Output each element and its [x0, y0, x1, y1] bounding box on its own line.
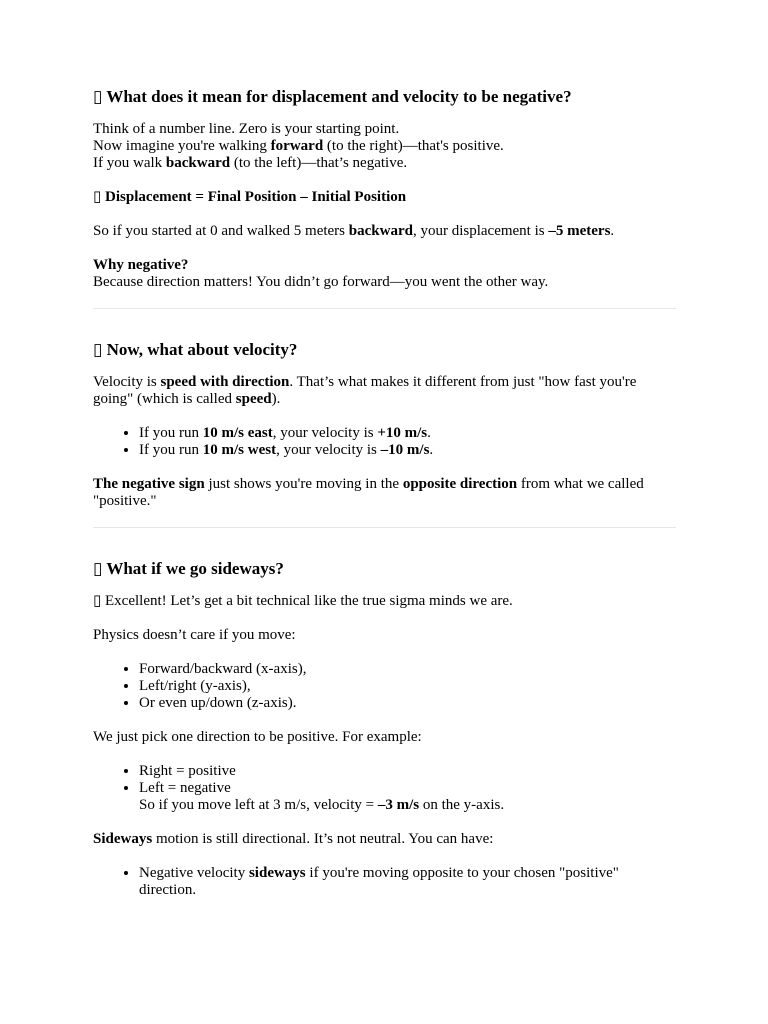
- displacement-example: So if you started at 0 and walked 5 meters backward, your displacement is –5 meters.: [93, 223, 615, 239]
- divider: [93, 308, 676, 309]
- list-item: • Left/right (y-axis),: [139, 678, 676, 695]
- sideways-list: [93, 865, 676, 899]
- sideways-paragraph: Sideways motion is still directional. It’s not neutral. You can have:: [93, 831, 494, 847]
- axes-list: [93, 661, 676, 712]
- velocity-examples-list: [93, 425, 676, 459]
- list-item: • Left = negative So if you move left at 3 m/s, velocity = –3 m/s on the y-axis.: [139, 780, 676, 814]
- list-item: • Forward/backward (x-axis),: [139, 661, 676, 678]
- negative-sign-paragraph: The negative sign just shows you're moving in the opposite direction from what we called "positive.": [93, 476, 644, 509]
- section-heading-sideways: ▯ What if we go sideways?: [93, 559, 284, 578]
- displacement-formula: ▯ Displacement = Final Position – Initial Position: [93, 189, 407, 205]
- section-heading-velocity: ▯ Now, what about velocity?: [93, 340, 298, 359]
- pick-direction-paragraph: We just pick one direction to be positive. For example:: [93, 729, 422, 745]
- document-content: [93, 87, 676, 899]
- missing-glyph-icon: ▯: [93, 340, 103, 359]
- physics-paragraph: Physics doesn’t care if you move:: [93, 627, 296, 643]
- number-line-paragraph: Think of a number line. Zero is your starting point. Now imagine you're walking forward (to the right)—that's positive. If you walk backward (to the left)—that’s negative.: [93, 121, 504, 171]
- list-item: • Negative velocity sideways if you're moving opposite to your chosen "positive" direction.: [139, 865, 676, 899]
- missing-glyph-icon: ▯: [93, 593, 102, 609]
- velocity-definition: Velocity is speed with direction. That’s what makes it different from just "how fast you're going" (which is called speed).: [93, 374, 637, 407]
- divider: [93, 527, 676, 528]
- sigma-paragraph: ▯ Excellent! Let’s get a bit technical like the true sigma minds we are.: [93, 593, 513, 609]
- list-item: • Right = positive: [139, 763, 676, 780]
- missing-glyph-icon: ▯: [93, 559, 103, 578]
- direction-list: [93, 763, 676, 814]
- list-item: • If you run 10 m/s west, your velocity is –10 m/s.: [139, 442, 676, 459]
- list-item: • If you run 10 m/s east, your velocity is +10 m/s.: [139, 425, 676, 442]
- missing-glyph-icon: ▯: [93, 189, 102, 205]
- section-heading-negative: ▯ What does it mean for displacement and velocity to be negative?: [93, 87, 572, 106]
- list-item: • Or even up/down (z-axis).: [139, 695, 676, 712]
- missing-glyph-icon: ▯: [93, 87, 103, 106]
- why-negative-paragraph: Why negative? Because direction matters! You didn’t go forward—you went the other way.: [93, 257, 549, 290]
